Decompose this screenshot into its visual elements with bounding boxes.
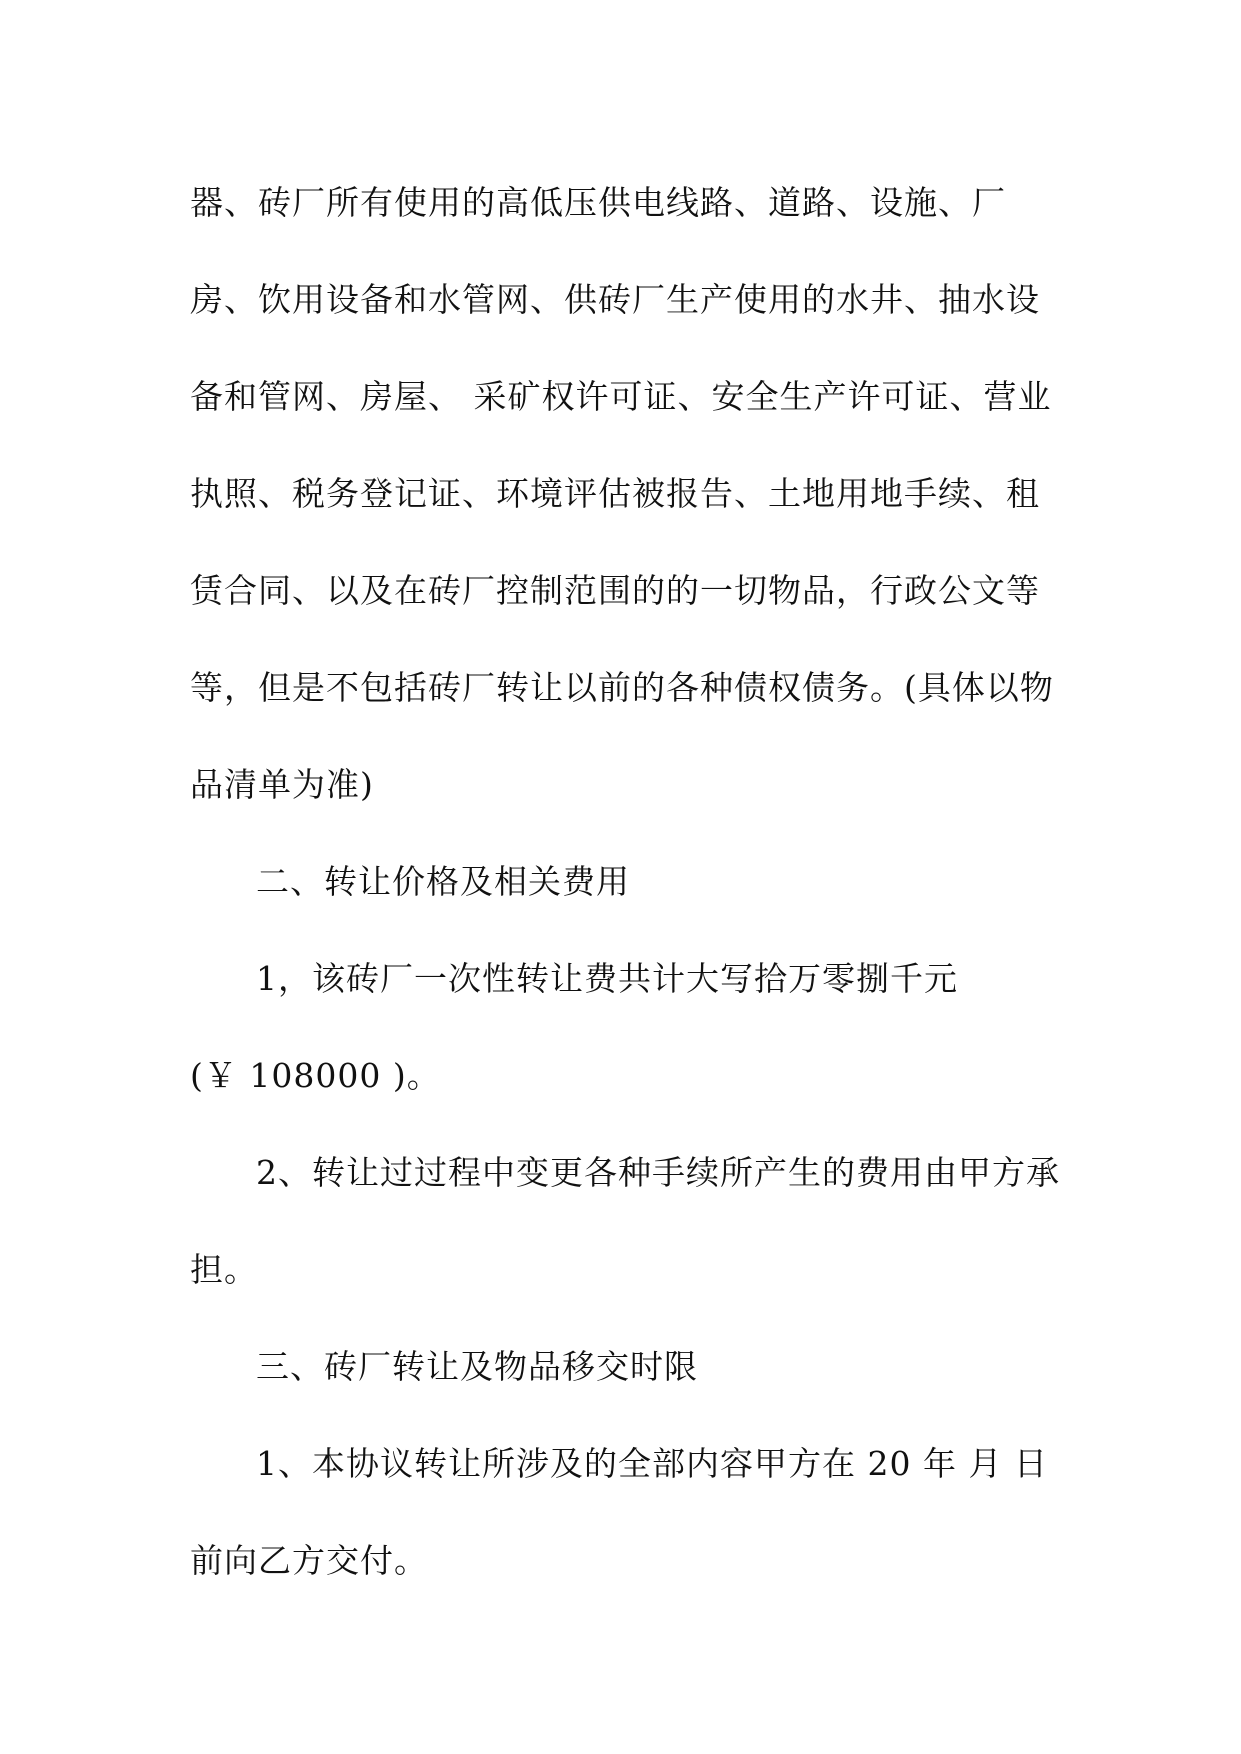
- body-text-line: 备和管网、房屋、 采矿权许可证、安全生产许可证、营业: [190, 377, 1052, 416]
- body-text-line: 房、饮用设备和水管网、供砖厂生产使用的水井、抽水设: [190, 280, 1040, 319]
- clause-text-line: 1，该砖厂一次性转让费共计大写拾万零捌千元: [256, 959, 958, 998]
- clause-text-line: 2、转让过过程中变更各种手续所产生的费用由甲方承: [256, 1153, 1060, 1192]
- section-heading-handover: 三、砖厂转让及物品移交时限: [256, 1347, 698, 1386]
- document-page: [190, 0, 1070, 1754]
- body-text-line: 执照、税务登记证、环境评估被报告、土地用地手续、租: [190, 474, 1040, 513]
- clause-text-line: 担。: [190, 1250, 258, 1289]
- body-text-line: 器、砖厂所有使用的高低压供电线路、道路、设施、厂: [190, 183, 1006, 222]
- amount-text-line: (￥ 108000 )。: [190, 1056, 441, 1095]
- body-text-line: 品清单为准): [190, 765, 374, 804]
- section-heading-price: 二、转让价格及相关费用: [256, 862, 630, 901]
- clause-text-line: 前向乙方交付。: [190, 1541, 428, 1580]
- body-text-line: 赁合同、以及在砖厂控制范围的的一切物品，行政公文等: [190, 571, 1040, 610]
- clause-text-line: 1、本协议转让所涉及的全部内容甲方在 20 年 月 日: [256, 1444, 1048, 1483]
- body-text-line: 等，但是不包括砖厂转让以前的各种债权债务。(具体以物: [190, 668, 1054, 707]
